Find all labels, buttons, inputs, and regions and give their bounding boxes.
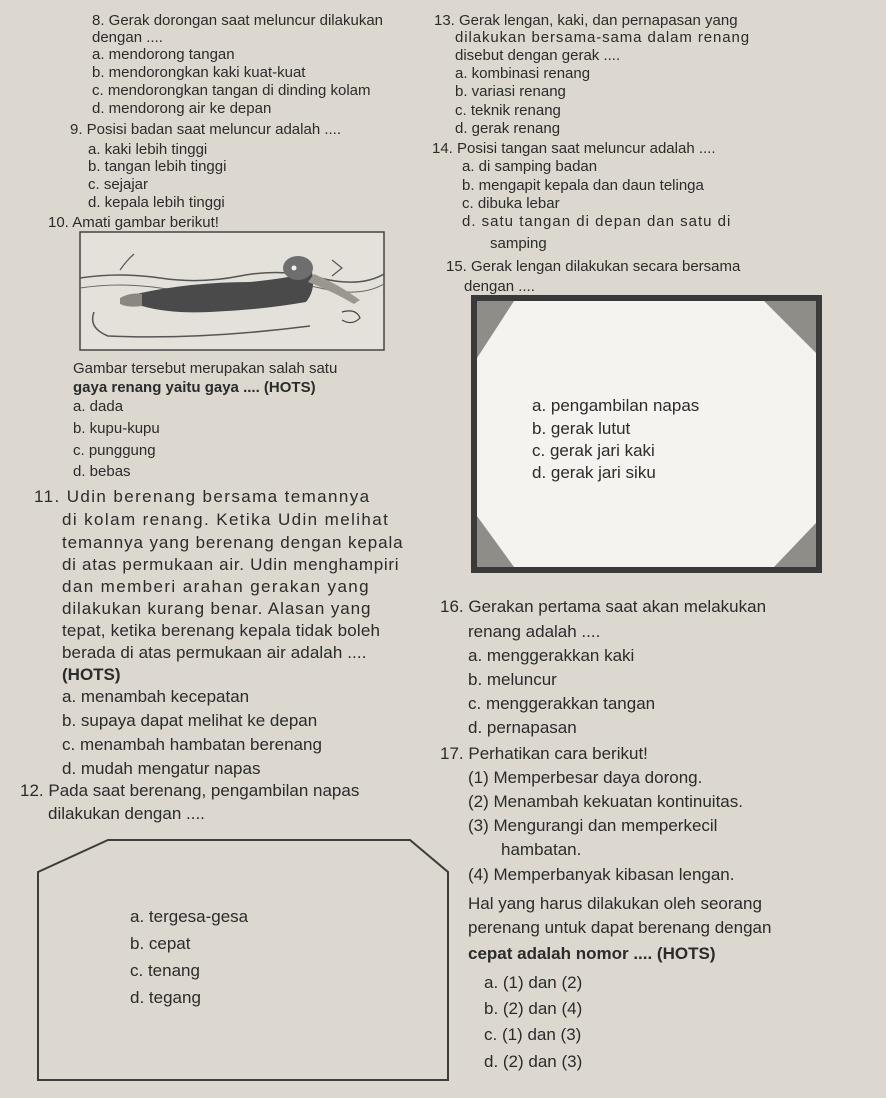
q11-option-d: d. mudah mengatur napas xyxy=(62,759,261,778)
q11-line-5: dan memberi arahan gerakan yang xyxy=(62,577,371,596)
q13-option-b: b. variasi renang xyxy=(455,83,566,100)
q8-option-c: c. mendorongkan tangan di dinding kolam xyxy=(92,82,371,99)
q10-option-b: b. kupu-kupu xyxy=(73,420,160,437)
q11-line-9: (HOTS) xyxy=(62,665,121,684)
q16-stem-cont: renang adalah .... xyxy=(468,622,601,641)
q17-option-c: c. (1) dan (3) xyxy=(484,1025,582,1044)
q11-line-3: temannya yang berenang dengan kepala xyxy=(62,533,404,552)
q9-option-d: d. kepala lebih tinggi xyxy=(88,194,225,211)
swimmer-image xyxy=(80,232,384,350)
q11-line-6: dilakukan kurang benar. Alasan yang xyxy=(62,599,372,618)
q9-option-c: c. sejajar xyxy=(88,176,149,193)
q8-option-a: a. mendorong tangan xyxy=(92,46,235,63)
q11-line-1: 11. Udin berenang bersama temannya xyxy=(34,487,371,506)
q13-stem-cont: dilakukan bersama-sama dalam renang xyxy=(455,29,750,46)
q17-stem: 17. Perhatikan cara berikut! xyxy=(440,744,648,763)
q15-option-b: b. gerak lutut xyxy=(532,419,631,438)
q17-item-1: (1) Memperbesar daya dorong. xyxy=(468,768,703,787)
q15-stem: 15. Gerak lengan dilakukan secara bersama xyxy=(446,258,741,275)
q17-option-a: a. (1) dan (2) xyxy=(484,973,583,992)
q11-option-b: b. supaya dapat melihat ke depan xyxy=(62,711,318,730)
q16-option-a: a. menggerakkan kaki xyxy=(468,646,635,665)
q15-option-d: d. gerak jari siku xyxy=(532,463,656,482)
q9-option-b: b. tangan lebih tinggi xyxy=(88,158,227,175)
q11-line-8: berada di atas permukaan air adalah .... xyxy=(62,643,367,662)
q9-stem: 9. Posisi badan saat meluncur adalah .... xyxy=(70,121,341,138)
q17-item-3: (3) Mengurangi dan memperkecil xyxy=(468,816,718,835)
q11-line-2: di kolam renang. Ketika Udin melihat xyxy=(62,510,390,529)
q9-option-a: a. kaki lebih tinggi xyxy=(88,141,208,158)
q11-option-c: c. menambah hambatan berenang xyxy=(62,735,322,754)
q14-option-c: c. dibuka lebar xyxy=(462,195,560,212)
q17-option-d: d. (2) dan (3) xyxy=(484,1052,583,1071)
q14-option-b: b. mengapit kepala dan daun telinga xyxy=(462,177,704,194)
q16-option-d: d. pernapasan xyxy=(468,718,577,737)
q15-option-c: c. gerak jari kaki xyxy=(532,441,655,460)
q17-body-3: cepat adalah nomor .... (HOTS) xyxy=(468,944,716,963)
q12-option-a: a. tergesa-gesa xyxy=(130,907,249,926)
q11-line-4: di atas permukaan air. Udin menghampiri xyxy=(62,555,400,574)
q15-answer-frame xyxy=(474,298,819,570)
q10-option-c: c. punggung xyxy=(73,442,156,459)
q12-stem-cont: dilakukan dengan .... xyxy=(48,804,205,823)
q12-option-b: b. cepat xyxy=(130,934,191,953)
q10-stem: 10. Amati gambar berikut! xyxy=(48,214,219,231)
q10-caption-2: gaya renang yaitu gaya .... (HOTS) xyxy=(73,379,316,396)
q16-option-b: b. meluncur xyxy=(468,670,557,689)
q11-option-a: a. menambah kecepatan xyxy=(62,687,250,706)
q8-option-d: d. mendorong air ke depan xyxy=(92,100,272,117)
q10-option-a: a. dada xyxy=(73,398,124,415)
q13-option-d: d. gerak renang xyxy=(455,120,561,137)
q13-stem-cont-2: disebut dengan gerak .... xyxy=(455,47,621,64)
q17-item-3-cont: hambatan. xyxy=(501,840,582,859)
q17-body-2: perenang untuk dapat berenang dengan xyxy=(468,918,772,937)
q15-option-a: a. pengambilan napas xyxy=(532,396,700,415)
q14-option-a: a. di samping badan xyxy=(462,158,598,175)
q10-caption-1: Gambar tersebut merupakan salah satu xyxy=(73,360,338,377)
q8-stem: 8. Gerak dorongan saat meluncur dilakukan xyxy=(92,12,384,29)
q12-option-c: c. tenang xyxy=(130,961,200,980)
q8-option-b: b. mendorongkan kaki kuat-kuat xyxy=(92,64,306,81)
q10-option-d: d. bebas xyxy=(73,463,131,480)
q17-item-2: (2) Menambah kekuatan kontinuitas. xyxy=(468,792,743,811)
q14-stem: 14. Posisi tangan saat meluncur adalah .... xyxy=(432,140,716,157)
q12-answer-frame xyxy=(38,822,450,1084)
q13-stem: 13. Gerak lengan, kaki, dan pernapasan yang xyxy=(434,12,738,29)
q14-option-d: d. satu tangan di depan dan satu di xyxy=(462,213,732,230)
q13-option-c: c. teknik renang xyxy=(455,102,561,119)
q8-stem-cont: dengan .... xyxy=(92,29,163,46)
q12-stem: 12. Pada saat berenang, pengambilan napas xyxy=(20,781,360,800)
q16-stem: 16. Gerakan pertama saat akan melakukan xyxy=(440,597,767,616)
q13-option-a: a. kombinasi renang xyxy=(455,65,591,82)
q17-option-b: b. (2) dan (4) xyxy=(484,999,583,1018)
q14-option-d-cont: samping xyxy=(490,235,547,252)
q16-option-c: c. menggerakkan tangan xyxy=(468,694,656,713)
q11-line-7: tepat, ketika berenang kepala tidak boleh xyxy=(62,621,381,640)
q17-item-4: (4) Memperbanyak kibasan lengan. xyxy=(468,865,735,884)
q17-body-1: Hal yang harus dilakukan oleh seorang xyxy=(468,894,762,913)
q15-stem-cont: dengan .... xyxy=(464,278,535,295)
q12-option-d: d. tegang xyxy=(130,988,201,1007)
